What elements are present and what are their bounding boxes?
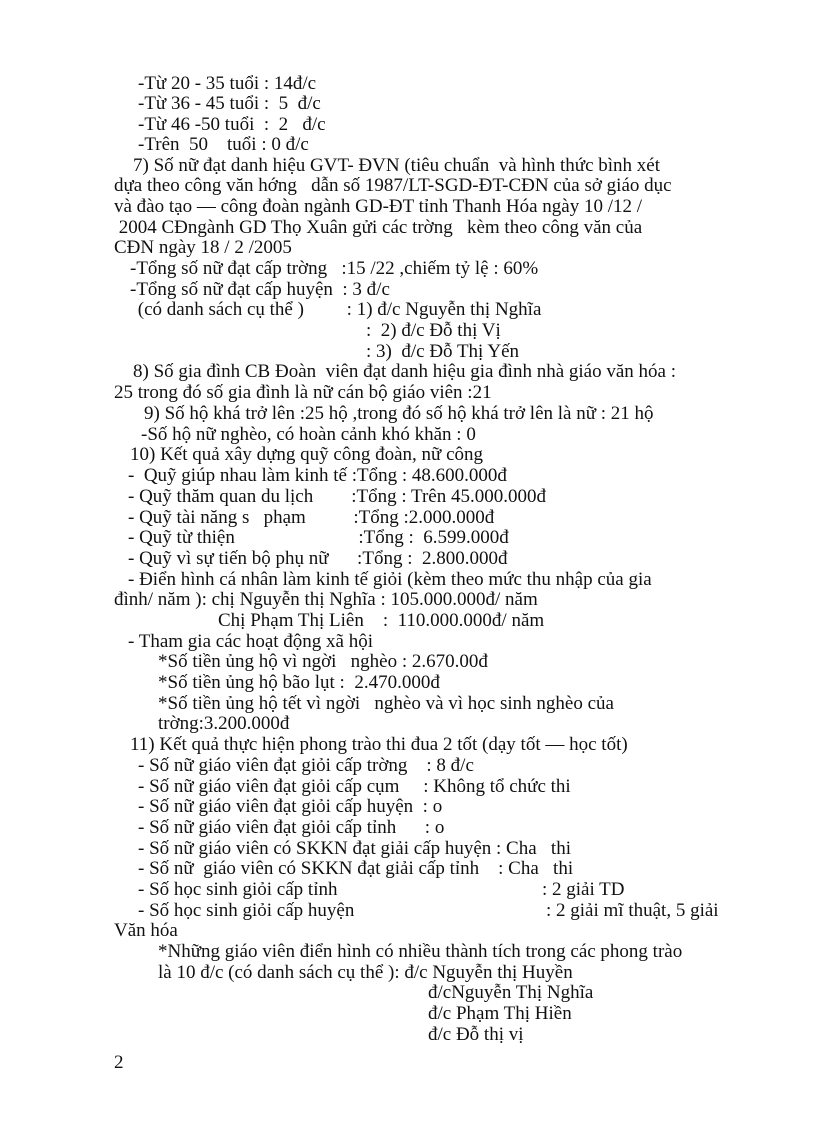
text-line: 7) Số nữ đạt danh hiệu GVT- ĐVN (tiêu chuẩn và hình thức bình xét [133, 155, 660, 176]
text-line: - Quỹ vì sự tiến bộ phụ nữ :Tổng : 2.800.000đ [128, 548, 508, 569]
text-line: - Số nữ giáo viên đạt giỏi cấp huyện : o [138, 796, 443, 817]
text-line: 10) Kết quả xây dựng quỹ công đoàn, nữ công [130, 444, 484, 465]
text-line: : 2 giải mĩ thuật, 5 giải [546, 900, 719, 921]
text-line: *Số tiền ủng hộ vì ngời nghèo : 2.670.00đ [158, 651, 488, 672]
text-line: - Số nữ giáo viên có SKKN đạt giải cấp huyện : Cha thi [138, 838, 571, 859]
text-line: *Số tiền ủng hộ bão lụt : 2.470.000đ [158, 672, 440, 693]
text-line: - Quỹ từ thiện :Tổng : 6.599.000đ [128, 527, 509, 548]
text-line: 8) Số gia đình CB Đoàn viên đạt danh hiệu gia đình nhà giáo văn hóa : [133, 361, 676, 382]
text-line: - Số nữ giáo viên đạt giỏi cấp tỉnh : o [138, 817, 445, 838]
text-line: *Những giáo viên điển hình có nhiều thành tích trong các phong trào [158, 941, 683, 962]
text-line: - Số nữ giáo viên đạt giỏi cấp trờng : 8 đ/c [138, 755, 474, 776]
text-line: - Điển hình cá nhân làm kinh tế giỏi (kèm theo mức thu nhập của gia [128, 569, 652, 590]
text-line: : 3) đ/c Đỗ Thị Yến [366, 341, 520, 362]
text-line: -Số hộ nữ nghèo, có hoàn cảnh khó khăn : 0 [141, 424, 476, 445]
text-line: đ/c Phạm Thị Hiền [428, 1003, 572, 1024]
text-line: -Tổng số nữ đạt cấp huyện : 3 đ/c [130, 279, 390, 300]
text-line: -Tổng số nữ đạt cấp trờng :15 /22 ,chiếm tỷ lệ : 60% [130, 258, 539, 279]
text-line: : 2) đ/c Đỗ thị Vị [366, 320, 501, 341]
text-line: - Quỹ giúp nhau làm kinh tế :Tổng : 48.600.000đ [128, 465, 507, 486]
text-line: 2004 CĐngành GD Thọ Xuân gửi các trờng kèm theo công văn của [114, 217, 643, 238]
text-line: -Từ 46 -50 tuổi : 2 đ/c [138, 114, 326, 135]
text-line: *Số tiền ủng hộ tết vì ngời nghèo và vì học sinh nghèo của [158, 693, 614, 714]
text-line: (có danh sách cụ thể ) : 1) đ/c Nguyễn thị Nghĩa [133, 299, 542, 320]
text-line: - Số nữ giáo viên có SKKN đạt giải cấp tỉnh : Cha thi [138, 858, 574, 879]
text-line: là 10 đ/c (có danh sách cụ thể ): đ/c Nguyễn thị Huyền [158, 962, 573, 983]
text-line: - Quỹ tài năng s phạm :Tổng :2.000.000đ [128, 507, 495, 528]
text-line: đình/ năm ): chị Nguyễn thị Nghĩa : 105.000.000đ/ năm [114, 589, 538, 610]
text-line: CĐN ngày 18 / 2 /2005 [114, 237, 292, 258]
text-line: đ/cNguyễn Thị Nghĩa [428, 982, 594, 1003]
text-line: -Từ 20 - 35 tuổi : 14đ/c [138, 73, 317, 94]
text-line: : 2 giải TD [542, 879, 625, 900]
text-line: - Số nữ giáo viên đạt giỏi cấp cụm : Không tổ chức thi [138, 776, 571, 797]
text-line: 25 trong đó số gia đình là nữ cán bộ giáo viên :21 [114, 382, 492, 403]
text-line: Chị Phạm Thị Liên : 110.000.000đ/ năm [218, 610, 545, 631]
text-line: 9) Số hộ khá trở lên :25 hộ ,trong đó số hộ khá trở lên là nữ : 21 hộ [144, 403, 654, 424]
text-line: trờng:3.200.000đ [158, 713, 290, 734]
text-line: -Từ 36 - 45 tuổi : 5 đ/c [138, 93, 321, 114]
text-line: - Quỹ thăm quan du lịch :Tổng : Trên 45.000.000đ [128, 486, 546, 507]
text-line: - Tham gia các hoạt động xã hội [128, 631, 373, 652]
text-line: 11) Kết quả thực hiện phong trào thi đua 2 tốt (dạy tốt — học tốt) [130, 734, 628, 755]
text-line: Văn hóa [114, 920, 178, 941]
text-line: - Số học sinh giỏi cấp tỉnh [138, 879, 338, 900]
text-line: dựa theo công văn hớng dẫn số 1987/LT-SGD-ĐT-CĐN của sở giáo dục [114, 175, 672, 196]
text-line: - Số học sinh giỏi cấp huyện [138, 900, 355, 921]
text-line: -Trên 50 tuổi : 0 đ/c [138, 134, 309, 155]
page-number: 2 [114, 1052, 124, 1073]
text-line: đ/c Đỗ thị vị [428, 1024, 524, 1045]
text-line: và đào tạo — công đoàn ngành GD-ĐT tỉnh Thanh Hóa ngày 10 /12 / [114, 196, 643, 217]
